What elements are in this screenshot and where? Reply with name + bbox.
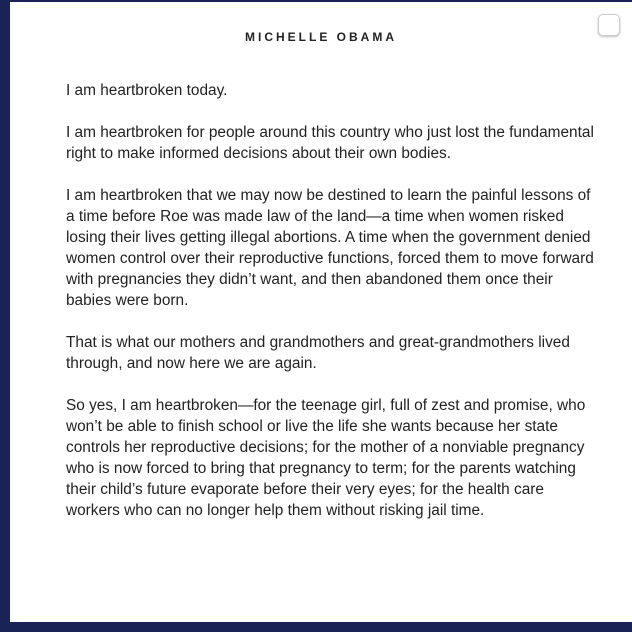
- statement-body: [66, 80, 598, 542]
- paragraph-2: I am heartbroken for people around this country who just lost the fundamental right to make informed decisions about their own bodies.: [66, 124, 594, 162]
- page-header-author: MICHELLE OBAMA: [245, 30, 397, 44]
- paragraph-1: I am heartbroken today.: [66, 82, 228, 99]
- multi-page-icon[interactable]: [598, 14, 620, 36]
- paragraph-4: That is what our mothers and grandmothers and great-grandmothers lived through, and now here we are again.: [66, 334, 570, 372]
- paragraph-3: I am heartbroken that we may now be destined to learn the painful lessons of a time before Roe was made law of the land—a time when women risked losing their lives getting illegal abortions. A time when the government denied women control over their reproductive functions, forced them to move forward with pregnancies they didn’t want, and then abandoned them once their babies were born.: [66, 187, 594, 309]
- statement-page: [10, 2, 632, 622]
- paragraph-5: So yes, I am heartbroken—for the teenage girl, full of zest and promise, who won’t be able to finish school or live the life she wants because her state controls her reproductive decisions; for the mother of a nonviable pregnancy who is now forced to bring that pregnancy to term; for the parents watching their child’s future evaporate before their very eyes; for the health care workers who can no longer help them without risking jail time.: [66, 397, 586, 519]
